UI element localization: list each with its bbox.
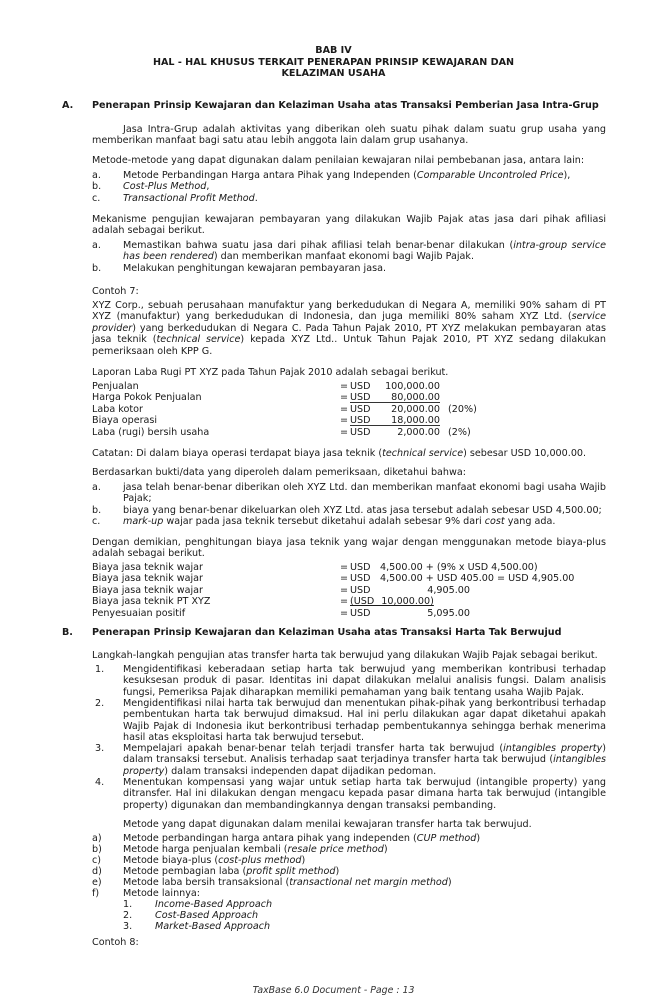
example-8-label: Contoh 8:	[92, 937, 139, 948]
chapter-number: BAB IV	[315, 45, 352, 56]
income-statement-intro: Laporan Laba Rugi PT XYZ pada Tahun Pajak 2010 adalah sebagai berikut.	[92, 367, 449, 378]
section-a-intro: Jasa Intra-Grup adalah aktivitas yang diberikan oleh suatu pihak dalam suatu grup usaha yang memberikan manfaat bagi satu atau lebih anggota lain dalam grup usahanya.	[92, 124, 606, 147]
mechanism-intro: Mekanisme pengujian kewajaran pembayaran yang dilakukan Wajib Pajak atas jasa dari pihak afiliasi adalah sebagai berikut.	[92, 214, 606, 237]
chapter-title-line2: KELAZIMAN USAHA	[281, 68, 386, 79]
document-page: BAB IV HAL - HAL KHUSUS TERKAIT PENERAPAN PRINSIP KEWAJARAN DAN KELAZIMAN USAHA A. Penerapan Prinsip Kewajaran dan Kelaziman Usaha atas Transaksi Pemberian Jasa Intra-Grup Jasa Intra-Grup adalah aktivitas yang diberikan oleh suatu pihak dalam suatu grup usaha yang memberikan manfaat bagi satu atau lebih anggota lain dalam grup usahanya. Metode-metode yang dapat digunakan dalam penilaian kewajaran nilai pembebanan jasa, antara lain: a. Metode Perbandingan Harga antara Pihak yang Independen (Comparable Uncontroled Price), b. Cost-Plus Method, c. Transactional Profit Method. Mekanisme pengujian kewajaran pembayaran yang dilakukan Wajib Pajak atas jasa dari pihak afiliasi adalah sebagai berikut. a. Memastikan bahwa suatu jasa dari pihak afiliasi telah benar-benar dilakukan (intra-group service has been rendered) dan memberikan manfaat ekonomi bagi Wajib Pajak. b. Melakukan penghitungan kewajaran pembayaran jasa. Contoh 7: XYZ Corp., sebuah perusahaan manufaktur yang berkedudukan di Negara A, memiliki 90% saham di PT XYZ (manufaktur) yang berkedudukan di Indonesia, dan juga memiliki 80% saham XYZ Ltd. (service provider) yang berkedudukan di Negara C. Pada Tahun Pajak 2010, PT XYZ melakukan pembayaran atas jasa teknik (technical service) kepada XYZ Ltd.. Untuk Tahun Pajak 2010, PT XYZ sedang dilakukan pemeriksaan oleh KPP G. Laporan Laba Rugi PT XYZ pada Tahun Pajak 2010 adalah sebagai berikut. Penjualan = USD 100,000.00 Harga Pokok Penjualan = USD 80,000.00 Laba kotor = USD 20,000.00 (20%) Biaya operasi = USD 18,000.00 Laba (rugi) bersih usaha = USD 2,000.00 (2%) Catatan: Di dalam biaya operasi terdapat biaya jasa teknik (technical service) sebesar USD 10,000.00. Berdasarkan bukti/data yang diperoleh dalam pemeriksaan, diketahui bahwa: a. jasa telah benar-benar diberikan oleh XYZ Ltd. dan memberikan manfaat ekonomi bagi usaha Wajib Pajak; b. biaya yang benar-benar dikeluarkan oleh XYZ Ltd. atas jasa tersebut adalah sebesar USD 4,500.00; c. mark-up wajar pada jasa teknik tersebut diketahui adalah sebesar 9% dari cost yang ada. Dengan demikian, penghitungan biaya jasa teknik yang wajar dengan menggunakan metode biaya-plus adalah sebagai berikut. Biaya jasa teknik wajar = USD 4,500.00 + (9% x USD 4,500.00) Biaya jasa teknik wajar = USD 4,500.00 + USD 405.00 = USD 4,905.00 Biaya jasa teknik wajar = USD 4,905.00 Biaya jasa teknik PT XYZ = (USD 10,000.00) Penyesuaian positif = USD 5,095.00 B. Penerapan Prinsip Kewajaran dan Kelaziman Usaha atas Transaksi Harta Tak Berwujud Langkah-langkah pengujian atas transfer harta tak berwujud yang dilakukan Wajib Pajak sebagai berikut. 1. Mengidentifikasi keberadaan setiap harta tak berwujud yang memberikan kontribusi terhadap kesuksesan produk di pasar. Identitas ini dapat dilakukan melalui analisis fungsi. Dalam analisis fungsi, Pemeriksa Pajak diharapkan memiliki pemahaman yang baik tentang usaha Wajib Pajak. 2. Mengidentifikasi nilai harta tak berwujud dan menentukan pihak-pihak yang berkontribusi terhadap pembentukan harta tak berwujud dimaksud. Hal ini perlu dilakukan agar dapat diketahui apakah Wajib Pajak di Indonesia ikut berkontribusi terhadap pembentukannya sehingga berhak menerima hasil atas eksploitasi harta tak berwujud tersebut. 3. Mempelajari apakah benar-benar telah terjadi transfer harta tak berwujud (intangibles property) dalam transaksi tersebut. Analisis terhadap saat terjadinya transfer harta tak berwujud (intangibles property) dalam transaksi independen dapat dijadikan pedoman. 4. Menentukan kompensasi yang wajar untuk setiap harta tak berwujud (intangible property) yang ditransfer. Hal ini dilakukan dengan mengacu kepada pasar dimana harta tak berwujud (intangible property) digunakan dan membandingkannya dengan transaksi pembanding. Metode yang dapat digunakan dalam menilai kewajaran transfer harta tak berwujud. a) Metode perbandingan harga antara pihak yang independen (CUP method) b) Metode harga penjualan kembali (resale price method) c) Metode biaya-plus (cost-plus method) d) Metode pembagian laba (profit split method) e) Metode laba bersih transaksional (transactional net margin method) f) Metode lainnya: 1. Income-Based Approach 2. Cost-Based Approach 3. Market-Based Approach Contoh 8: TaxBase 6.0 Document - Page : 13	[0, 0, 667, 1000]
table-row: Penyesuaian positif = USD 5,095.00	[92, 608, 470, 619]
table-row: Biaya jasa teknik wajar = USD 4,500.00 + (9% x USD 4,500.00)	[92, 562, 538, 573]
table-row: Laba kotor = USD 20,000.00 (20%)	[92, 404, 477, 415]
findings-intro: Berdasarkan bukti/data yang diperoleh dalam pemeriksaan, diketahui bahwa:	[92, 467, 466, 478]
section-b-methods-intro: Metode yang dapat digunakan dalam menilai kewajaran transfer harta tak berwujud.	[123, 819, 532, 830]
page-footer: TaxBase 6.0 Document - Page : 13	[252, 985, 415, 996]
section-b-title: Penerapan Prinsip Kewajaran dan Kelaziman Usaha atas Transaksi Harta Tak Berwujud	[92, 627, 562, 638]
underline-rule	[350, 402, 440, 403]
section-b-intro: Langkah-langkah pengujian atas transfer harta tak berwujud yang dilakukan Wajib Pajak sebagai berikut.	[92, 650, 598, 661]
section-a-title: Penerapan Prinsip Kewajaran dan Kelaziman Usaha atas Transaksi Pemberian Jasa Intra-Grup	[92, 100, 599, 111]
example-7-label: Contoh 7:	[92, 286, 139, 297]
table-row: Laba (rugi) bersih usaha = USD 2,000.00 (2%)	[92, 427, 471, 438]
section-a-label: A.	[62, 100, 74, 111]
table-row: Biaya operasi = USD 18,000.00	[92, 415, 440, 426]
table-row: Biaya jasa teknik PT XYZ = (USD 10,000.00)	[92, 596, 434, 607]
table-row: Biaya jasa teknik wajar = USD 4,905.00	[92, 585, 470, 596]
example-7-text: XYZ Corp., sebuah perusahaan manufaktur yang berkedudukan di Negara A, memiliki 90% saham di PT XYZ (manufaktur) yang berkedudukan di Indonesia, dan juga memiliki 80% saham XYZ Ltd. (service provider) yang berkedudukan di Negara C. Pada Tahun Pajak 2010, PT XYZ melakukan pembayaran atas jasa teknik (technical service) kepada XYZ Ltd.. Untuk Tahun Pajak 2010, PT XYZ sedang dilakukan pemeriksaan oleh KPP G.	[92, 300, 606, 357]
table-row: Harga Pokok Penjualan = USD 80,000.00	[92, 392, 440, 403]
table-row: Penjualan = USD 100,000.00	[92, 381, 440, 392]
section-b-label: B.	[62, 627, 73, 638]
underline-rule	[350, 425, 440, 426]
calc-intro: Dengan demikian, penghitungan biaya jasa teknik yang wajar dengan menggunakan metode biaya-plus adalah sebagai berikut.	[92, 537, 606, 560]
methods-intro: Metode-metode yang dapat digunakan dalam penilaian kewajaran nilai pembebanan jasa, antara lain:	[92, 155, 585, 166]
note: Catatan: Di dalam biaya operasi terdapat biaya jasa teknik (technical service) sebesar USD 10,000.00.	[92, 448, 587, 459]
chapter-title-line1: HAL - HAL KHUSUS TERKAIT PENERAPAN PRINSIP KEWAJARAN DAN	[152, 57, 515, 68]
table-row: Biaya jasa teknik wajar = USD 4,500.00 + USD 405.00 = USD 4,905.00	[92, 573, 575, 584]
